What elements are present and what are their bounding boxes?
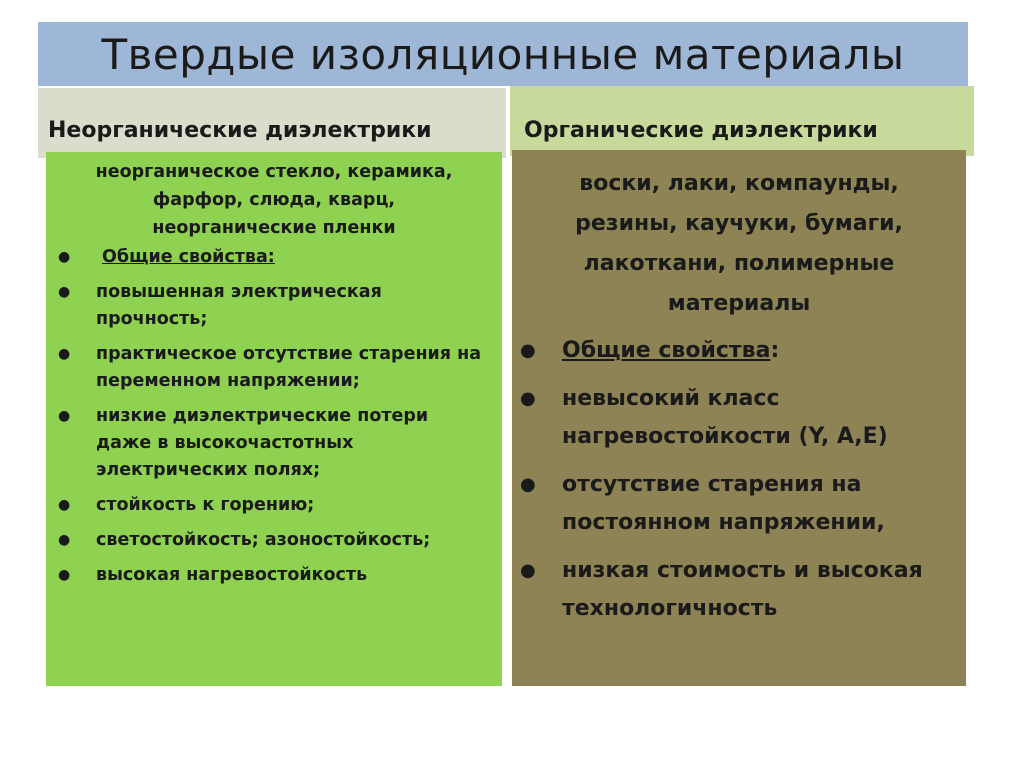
slide-title: Твердые изоляционные материалы	[101, 30, 905, 79]
bullet-icon: ●	[58, 346, 71, 362]
list-item: ● практическое отсутствие старения на переменном напряжении;	[58, 341, 488, 395]
list-item: ● низкие диэлектрические потери даже в высокочастотных электрических полях;	[58, 403, 488, 484]
list-item: ● светостойкость; азоностойкость;	[58, 527, 488, 554]
list-item: ● невысокий класс нагревостойкости (Y, A,E)	[520, 380, 960, 456]
intro-line: неорганические пленки	[152, 218, 396, 238]
list-item: ● высокая нагревостойкость	[58, 562, 488, 589]
bullet-icon: ●	[520, 560, 536, 581]
organic-examples	[512, 164, 966, 324]
bullet-icon: ●	[58, 249, 71, 265]
bullet-icon: ●	[520, 388, 536, 409]
intro-line: воски, лаки, компаунды,	[579, 171, 899, 196]
inorganic-dielectrics-panel	[46, 152, 502, 686]
bullet-icon: ●	[58, 408, 71, 424]
intro-line: лакоткани, полимерные	[583, 251, 895, 276]
organic-dielectrics-panel	[512, 150, 966, 686]
bullet-icon: ●	[58, 497, 71, 513]
left-header-text: Неорганические диэлектрики	[48, 118, 432, 143]
inorganic-examples	[46, 158, 502, 242]
organic-properties-list	[520, 332, 960, 638]
intro-line: неорганическое стекло, керамика,	[95, 162, 453, 182]
intro-line: резины, каучуки, бумаги,	[575, 211, 903, 236]
right-header-text: Органические диэлектрики	[524, 118, 878, 143]
right-column-header	[510, 86, 974, 156]
bullet-icon: ●	[520, 340, 536, 361]
properties-heading: ● Общие свойства:	[58, 244, 488, 271]
bullet-icon: ●	[58, 567, 71, 583]
intro-line: материалы	[667, 291, 811, 316]
bullet-icon: ●	[520, 474, 536, 495]
list-item: ● низкая стоимость и высокая технологичность	[520, 552, 960, 628]
list-item: ● стойкость к горению;	[58, 492, 488, 519]
bullet-icon: ●	[58, 532, 71, 548]
inorganic-properties-list	[58, 244, 488, 597]
list-item: ● отсутствие старения на постоянном напряжении,	[520, 466, 960, 542]
intro-line: фарфор, слюда, кварц,	[152, 190, 396, 210]
properties-heading: ● Общие свойства:	[520, 332, 960, 370]
left-column-header	[38, 88, 506, 158]
bullet-icon: ●	[58, 284, 71, 300]
list-item: ● повышенная электрическая прочность;	[58, 279, 488, 333]
